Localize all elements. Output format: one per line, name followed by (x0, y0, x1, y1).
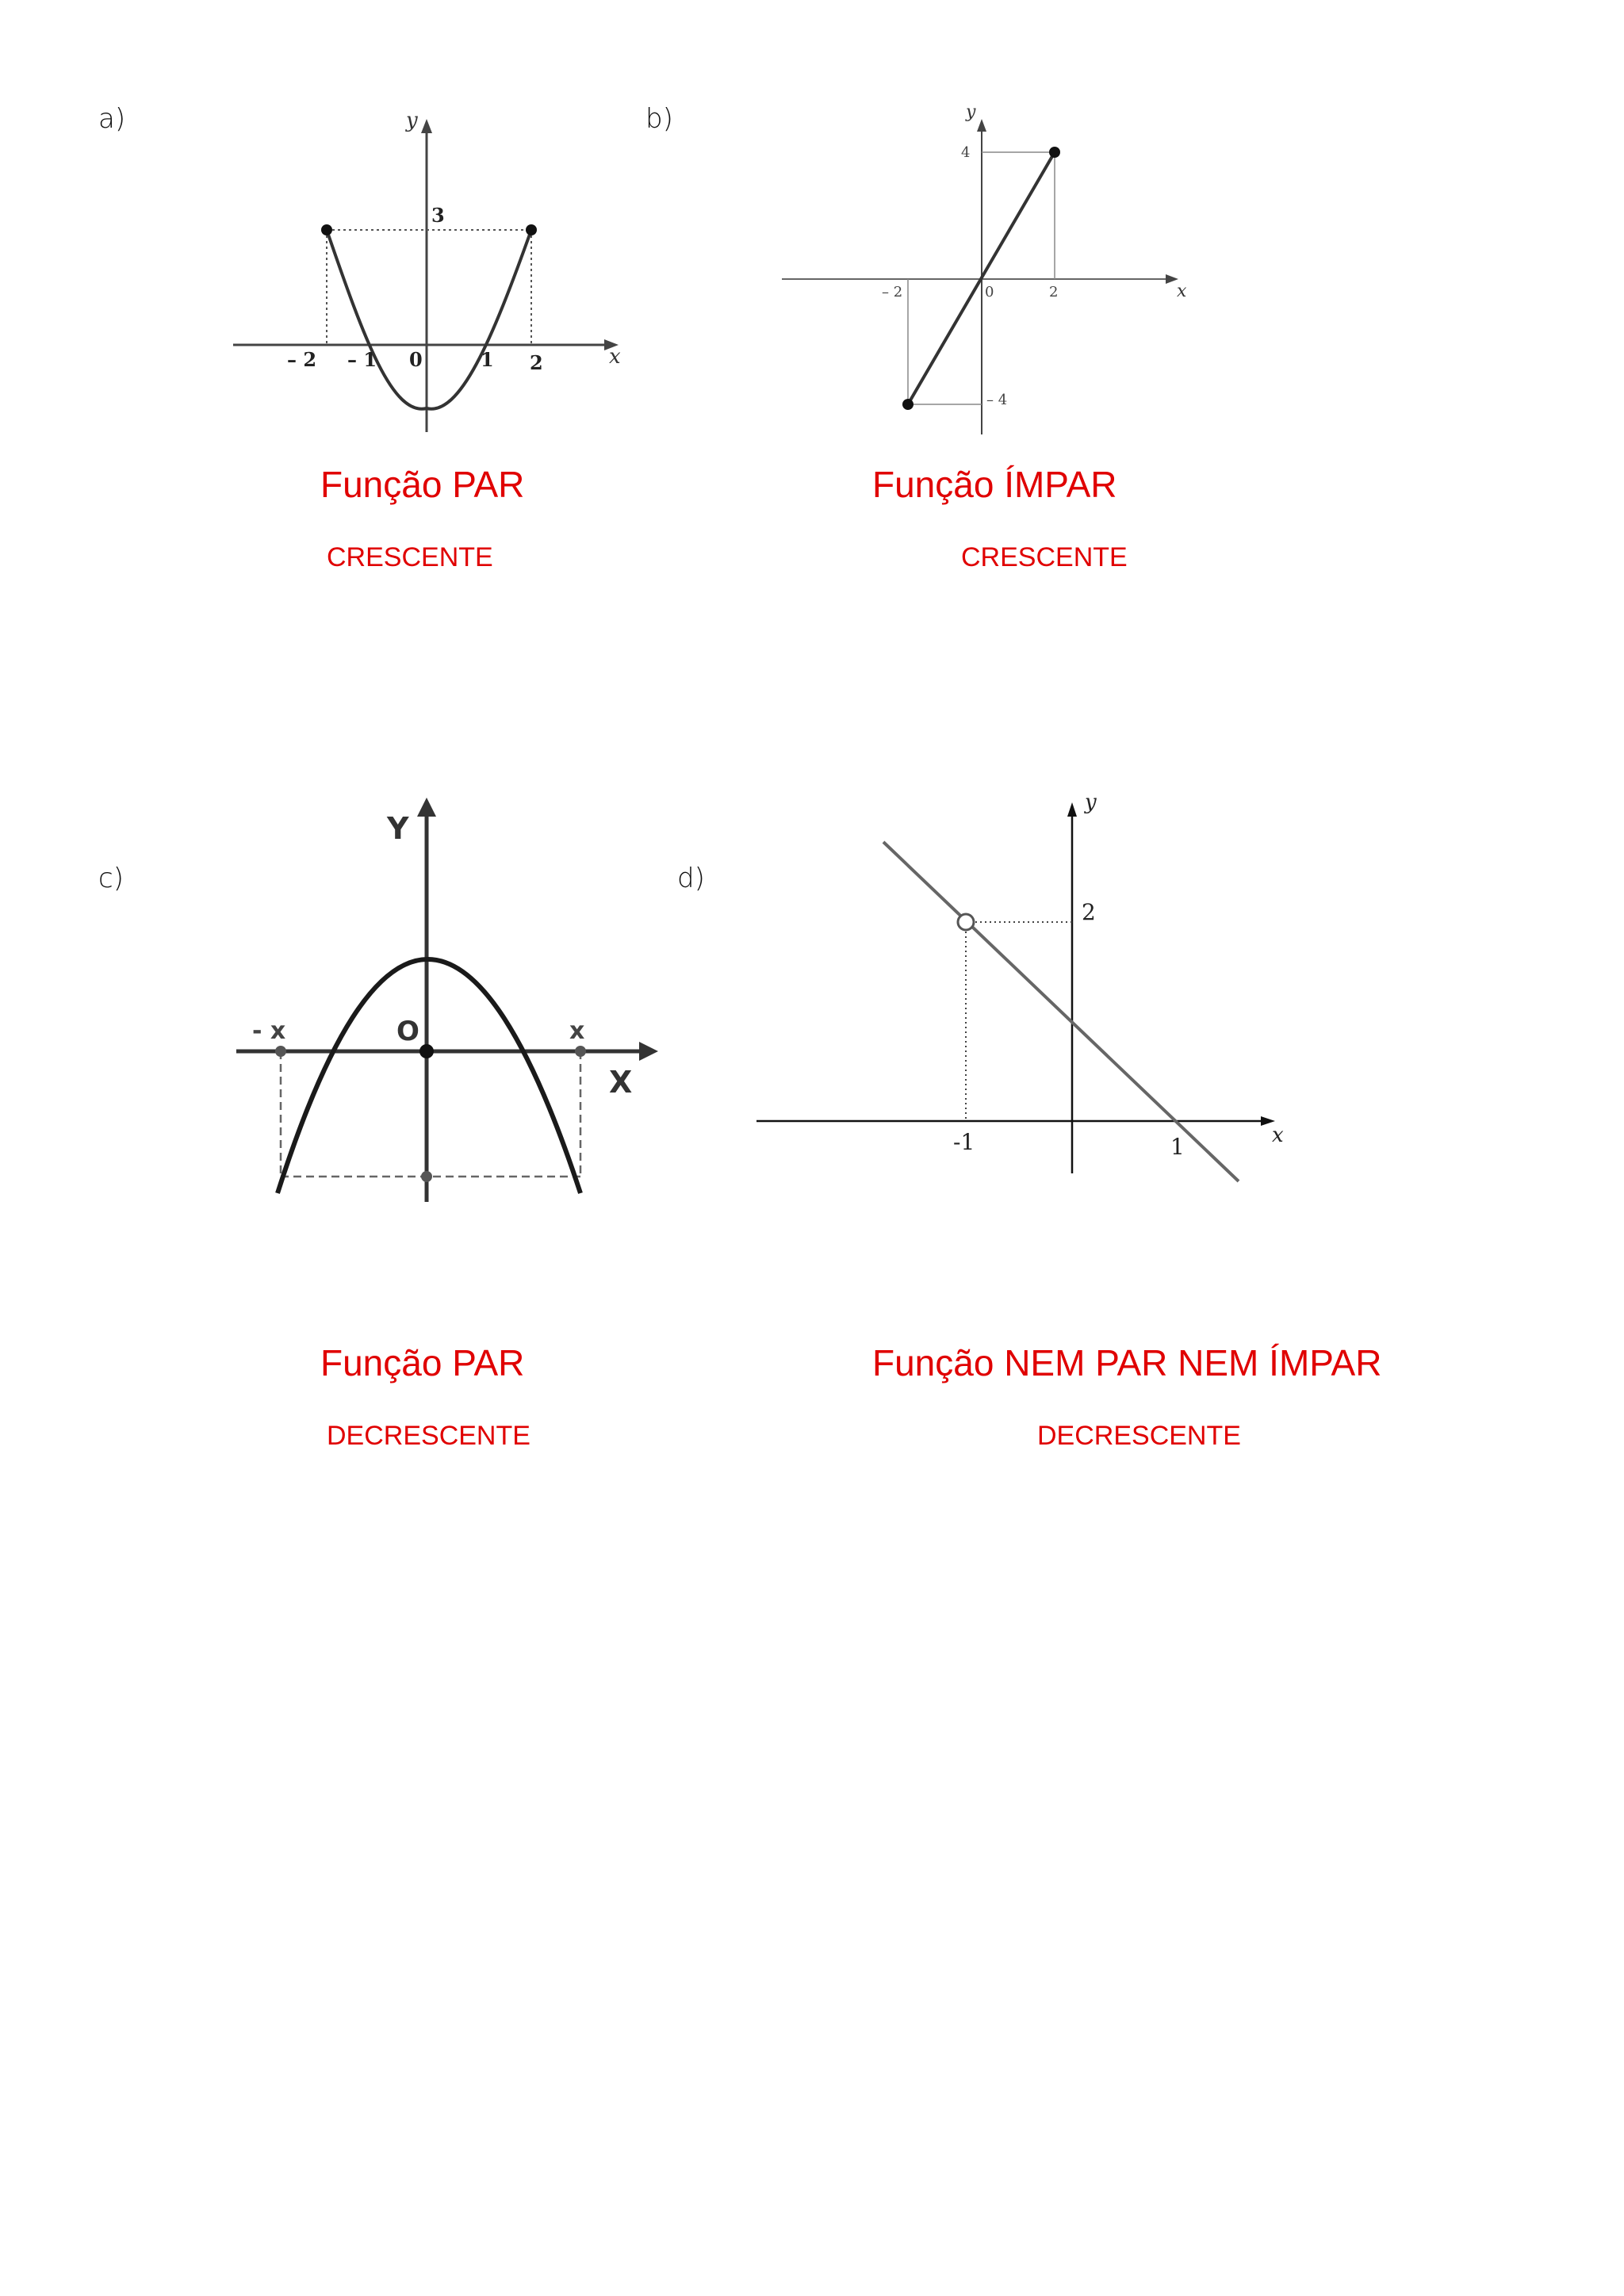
endpoint (902, 399, 914, 410)
x-tick-label: 2 (1049, 284, 1059, 300)
exercise-d-parity: Função NEM PAR NEM ÍMPAR (872, 1342, 1382, 1383)
exercise-c-monotonicity: DECRESCENTE (327, 1421, 530, 1451)
point-f-x (421, 1171, 432, 1182)
exercise-c-letter: c) (98, 863, 124, 894)
point-neg-x (275, 1046, 286, 1057)
x-tick-label: 0 (409, 348, 423, 371)
point-origin (419, 1044, 434, 1058)
exercise-d-letter: d) (677, 863, 705, 894)
exercise-c-parity: Função PAR (320, 1342, 525, 1383)
y-axis-arrow (1067, 802, 1077, 817)
x-axis-label: x (1272, 1123, 1284, 1147)
point-x (575, 1046, 586, 1057)
y-axis-arrow (421, 119, 432, 133)
y-axis-label: y (966, 102, 976, 122)
y-tick-label: 2 (1082, 899, 1096, 925)
x-tick-label: 1 (1170, 1134, 1185, 1160)
x-tick-label: 1 (481, 348, 494, 371)
exercise-b-parity: Função ÍMPAR (872, 464, 1117, 505)
exercise-c-graph (222, 785, 666, 1213)
exercise-a-monotonicity: CRESCENTE (327, 542, 493, 572)
exercise-a-graph (222, 103, 634, 452)
x-tick-label: – 2 (882, 284, 903, 300)
function-curve (327, 230, 531, 409)
exercise-b-letter: b) (645, 103, 673, 135)
y-axis-label: y (1085, 790, 1097, 814)
y-axis-label: Y (387, 811, 409, 846)
x-tick-label: x (569, 1017, 585, 1045)
x-axis-arrow (639, 1042, 658, 1061)
y-tick-label: 4 (961, 144, 971, 161)
y-axis-arrow (977, 119, 986, 132)
x-tick-label: - x (252, 1017, 286, 1045)
exercise-a-letter: a) (98, 103, 126, 135)
endpoint (1049, 147, 1060, 158)
y-tick-label: 3 (431, 204, 445, 227)
y-tick-label: – 4 (986, 392, 1008, 408)
endpoint (321, 224, 332, 235)
y-axis-label: y (406, 109, 418, 132)
exercise-b-graph (777, 94, 1205, 442)
function-curve (278, 959, 580, 1193)
function-line (883, 842, 1239, 1181)
exercise-d-graph (745, 785, 1300, 1197)
origin-label: O (396, 1016, 419, 1047)
open-point (958, 914, 974, 930)
exercise-a-parity: Função PAR (320, 464, 525, 505)
x-tick-label: -1 (953, 1129, 975, 1155)
exercise-b-monotonicity: CRESCENTE (961, 542, 1128, 572)
x-axis-label: x (1177, 281, 1187, 301)
x-tick-label: 2 (530, 351, 543, 374)
x-tick-label: – 1 (347, 348, 377, 371)
y-axis-arrow (417, 798, 436, 817)
exercise-d-monotonicity: DECRESCENTE (1037, 1421, 1241, 1451)
x-tick-label: – 2 (287, 348, 317, 371)
x-axis-label: X (609, 1065, 633, 1100)
x-axis-label: x (609, 345, 621, 369)
x-tick-label: 0 (985, 284, 994, 300)
endpoint (526, 224, 537, 235)
